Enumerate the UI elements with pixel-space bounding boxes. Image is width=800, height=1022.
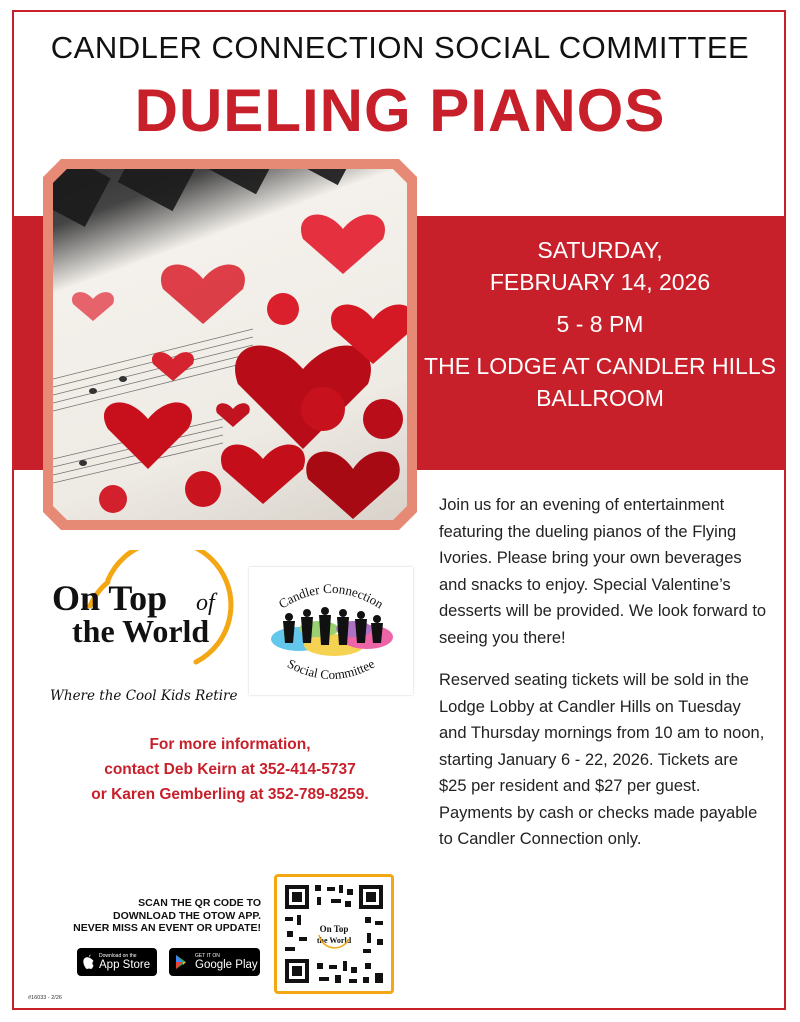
- contact-line-1: For more information,: [149, 736, 311, 753]
- event-venue: THE LODGE AT CANDLER HILLS: [424, 353, 776, 379]
- candler-connection-logo-graphic: [249, 567, 413, 695]
- app-store-small-text: Download on the: [99, 953, 137, 959]
- qr-code-graphic: [277, 877, 391, 991]
- description-paragraph-1: Join us for an evening of entertainment featuring the dueling pianos of the Flying Ivories. Please bring your own beverages and snacks to enjoy. Special Valentine’s desserts will be provided. We look forward to seeing you there!: [439, 496, 767, 647]
- event-details: [415, 234, 785, 414]
- app-store-label: App Store: [99, 959, 151, 971]
- qr-logo-line2: the World: [316, 936, 352, 945]
- otow-tagline: Where the Cool Kids Retire: [50, 688, 238, 704]
- app-promo-line-2: DOWNLOAD THE OTOW APP.: [113, 909, 261, 922]
- cc-logo-top-text: Candler Connection: [275, 580, 387, 612]
- otow-logo-graphic: [48, 550, 244, 710]
- apple-icon: [77, 952, 99, 972]
- org-title: CANDLER CONNECTION SOCIAL COMMITTEE: [50, 30, 750, 65]
- event-title: DUELING PIANOS: [134, 77, 666, 144]
- qr-logo-line1: On Top: [319, 924, 349, 934]
- event-date: FEBRUARY 14, 2026: [489, 269, 711, 295]
- event-description: [439, 492, 769, 869]
- google-play-icon: [169, 952, 195, 972]
- contact-info: [50, 732, 410, 807]
- otow-logo: [48, 550, 244, 710]
- google-play-badge[interactable]: [169, 948, 260, 976]
- piano-hearts-photo: [53, 169, 407, 520]
- google-play-small-text: GET IT ON: [195, 953, 220, 959]
- app-store-badge[interactable]: [77, 948, 157, 976]
- otow-logo-line1: On Top: [52, 578, 168, 618]
- footer-code: #16033 - 2/26: [28, 995, 62, 1001]
- contact-line-2: contact Deb Keirn at 352-414-5737: [104, 761, 356, 778]
- candler-connection-logo: [249, 567, 413, 695]
- piano-hearts-illustration: [53, 169, 407, 520]
- app-promo-line-1: SCAN THE QR CODE TO: [138, 897, 261, 909]
- description-paragraph-2: Reserved seating tickets will be sold in the Lodge Lobby at Candler Hills on Tuesday and Thursday mornings from 10 am to noon, starting January 6 - 22, 2026. Tickets are $25 per resident and $27 per guest. Payments by cash or checks made payable to Candler Connection only.: [439, 671, 765, 848]
- event-venue-room: BALLROOM: [536, 385, 664, 411]
- app-promo-line-3: NEVER MISS AN EVENT OR UPDATE!: [73, 922, 261, 934]
- app-promo-text: [40, 897, 261, 935]
- cc-logo-bottom-text: Social Committee: [285, 655, 378, 683]
- otow-logo-line2: the World: [72, 613, 210, 649]
- svg-text:Candler Connection: [276, 581, 387, 612]
- svg-text:Social Committee: [285, 656, 377, 682]
- event-time: 5 - 8 PM: [556, 311, 644, 337]
- event-day: SATURDAY,: [537, 237, 663, 263]
- google-play-label: Google Play: [195, 959, 258, 971]
- contact-line-3: or Karen Gemberling at 352-789-8259.: [91, 786, 369, 803]
- otow-logo-of: of: [196, 590, 215, 616]
- qr-code[interactable]: [274, 874, 394, 994]
